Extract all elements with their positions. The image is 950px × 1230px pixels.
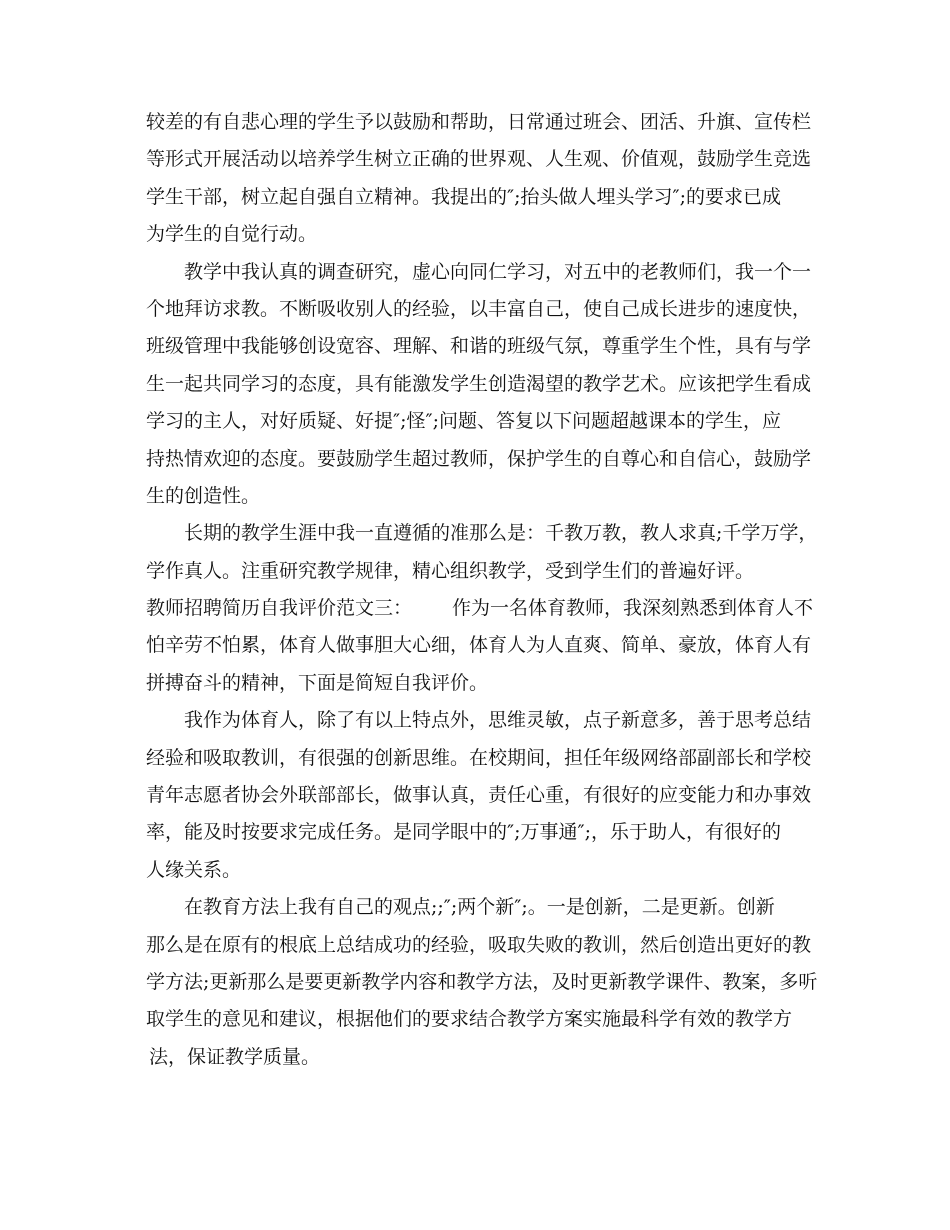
text-line: 率，能及时按要求完成任务。是同学眼中的″;万事通″;，乐于助人，有很好的: [146, 821, 781, 844]
text-line: 教学中我认真的调查研究，虚心向同仁学习，对五中的老教师们，我一个一: [184, 260, 812, 283]
text-line: 取学生的意见和建议，根据他们的要求结合教学方案实施最科学有效的教学方: [146, 1008, 793, 1031]
text-line: [146, 590, 814, 627]
text-line: 学生干部，树立起自强自立精神。我提出的″;抬头做人埋头学习″;的要求已成: [146, 185, 781, 208]
text-line: 拼搏奋斗的精神，下面是简短自我评价。: [146, 671, 489, 694]
text-line: 法，保证教学质量。: [149, 1045, 321, 1068]
text-line: 在教育方法上我有自己的观点;;″;两个新″;。一是创新，二是更新。创新: [184, 896, 775, 919]
document-body: [146, 104, 818, 1076]
text-line: 生的创造性。: [146, 484, 261, 507]
text-line: 班级管理中我能够创设宽容、理解、和谐的班级气氛，尊重学生个性，具有与学: [146, 335, 812, 358]
text-line: 那么是在原有的根底上总结成功的经验，吸取失败的教训，然后创造出更好的教: [146, 933, 812, 956]
text-line: 长期的教学生涯中我一直遵循的准那么是：千教万教，教人求真;千学万学，: [184, 522, 818, 545]
text-line: 等形式开展活动以培养学生树立正确的世界观、人生观、价值观，鼓励学生竞选: [146, 148, 812, 171]
paragraph-5: [146, 702, 812, 889]
paragraph-4: [146, 590, 814, 702]
section-heading: 教师招聘简历自我评价范文三：: [146, 597, 413, 620]
text-line: 较差的有自悲心理的学生予以鼓励和帮助，日常通过班会、团活、升旗、宣传栏: [146, 111, 812, 133]
text-line: 我作为体育人，除了有以上特点外，思维灵敏，点子新意多，善于思考总结: [184, 709, 812, 732]
text-line: 怕辛劳不怕累，体育人做事胆大心细，体育人为人直爽、简单、豪放，体育人有: [146, 634, 812, 657]
heading-line-rest: 作为一名体育教师，我深刻熟悉到体育人不: [452, 597, 814, 620]
text-line: 经验和吸取教训，有很强的创新思维。在校期间，担任年级网络部副部长和学校: [146, 746, 812, 769]
text-line: 为学生的自觉行动。: [146, 223, 318, 246]
text-line: 个地拜访求教。不断吸收别人的经验，以丰富自己，使自己成长进步的速度快，: [146, 297, 812, 320]
text-line: 生一起共同学习的态度，具有能激发学生创造渴望的教学艺术。应该把学生看成: [146, 372, 812, 395]
paragraph-3: [146, 515, 818, 590]
paragraph-6: [146, 889, 818, 1076]
text-line: 学作真人。注重研究教学规律，精心组织教学，受到学生们的普遍好评。: [146, 559, 755, 582]
text-line: 学方法;更新那么是要更新教学内容和教学方法，及时更新教学课件、教案，多听: [146, 970, 818, 993]
paragraph-2: [146, 254, 812, 516]
text-line: 持热情欢迎的态度。要鼓励学生超过教师，保护学生的自尊心和自信心，鼓励学: [146, 447, 812, 470]
text-line: 学习的主人，对好质疑、好提″;怪″;问题、答复以下问题超越课本的学生，应: [146, 410, 781, 433]
text-line: 青年志愿者协会外联部部长，做事认真，责任心重，有很好的应变能力和办事效: [146, 784, 812, 807]
paragraph-1: [146, 104, 812, 254]
text-line: 人缘关系。: [146, 858, 242, 881]
